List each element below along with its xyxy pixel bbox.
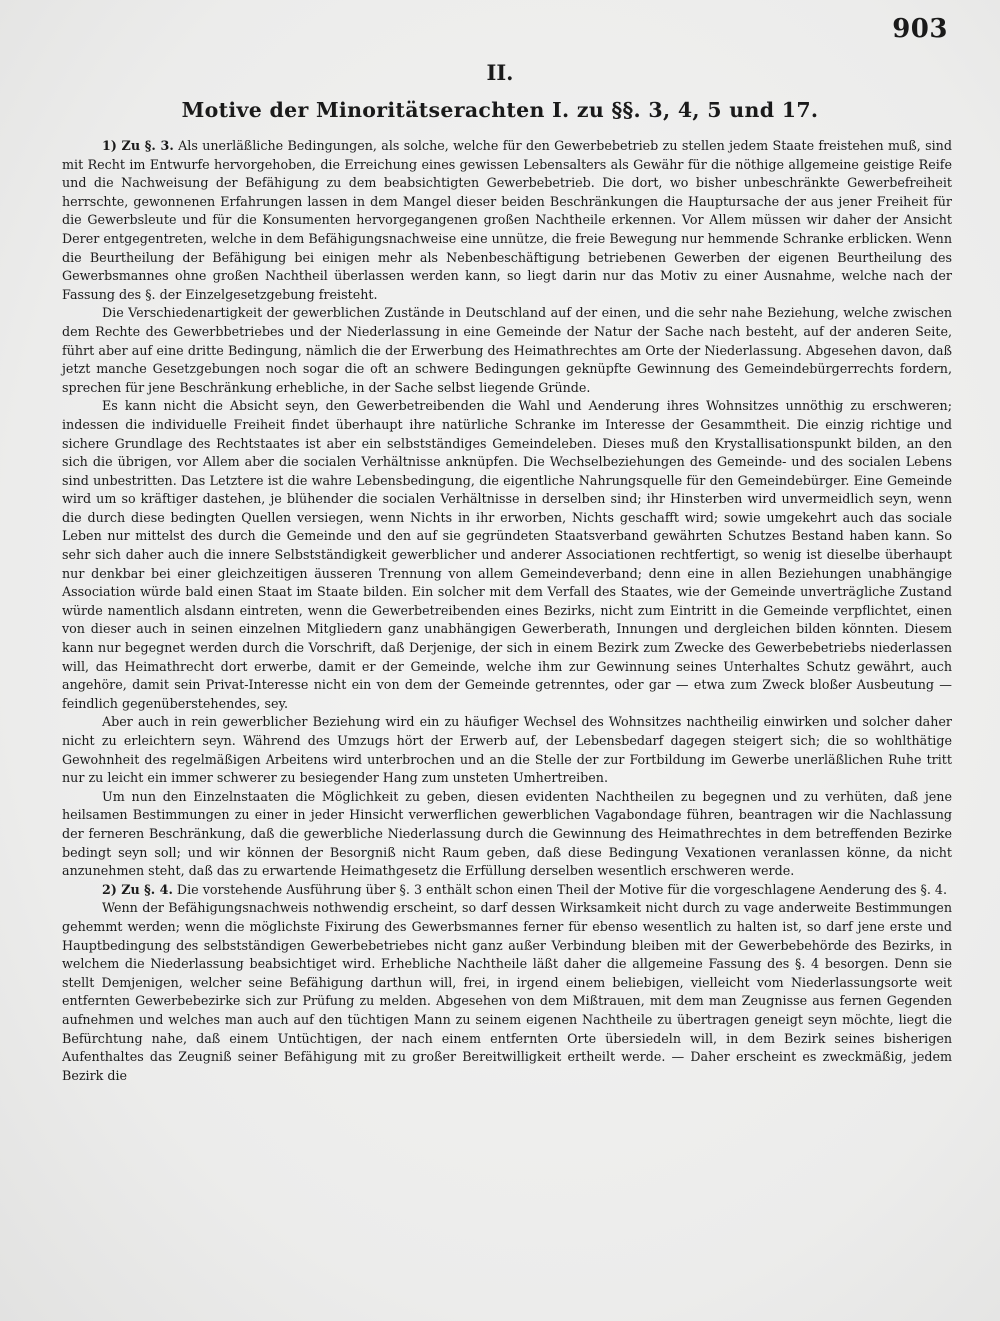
paragraph-lead: 1) Zu §. 3.	[102, 138, 174, 153]
paragraph	[62, 397, 952, 713]
page-number: 903	[892, 14, 948, 44]
paragraph-text: Aber auch in rein gewerblicher Beziehung wird ein zu häufiger Wechsel des Wohnsitzes nachtheilig einwirken und solcher daher nicht zu erleichtern seyn. Während des Umzugs hört der Erwerb auf, der Lebensbedarf dagegen steigert sich; die so wohlthätige Gewohnheit des regelmäßigen Arbeitens wird unterbrochen und an die Stelle der zur Fortbildung im Gewerbe unerläßlichen Ruhe tritt nur zu leicht ein immer schwerer zu besiegender Hang zum unsteten Umhertreiben.	[62, 714, 952, 786]
paragraph	[62, 788, 952, 881]
paragraph	[62, 881, 952, 900]
paragraph-text: Als unerläßliche Bedingungen, als solche, welche für den Gewerbebetrieb zu stellen jedem Staate freistehen muß, sind mit Recht im Entwurfe hervorgehoben, die Erreichung eines gewissen Lebensalters als Gewähr für die nöthige allgemeine geistige Reife und die Nachweisung der Befähigung zu dem beabsichtigten Gewerbebetrieb. Die dort, wo bisher unbeschränkte Gewerbefreiheit herrschte, gewonnenen Erfahrungen lassen in dem Mangel dieser beiden Beschränkungen die Hauptursache der aus jener Freiheit für die Gewerbsleute und für die Konsumenten hervorgegangenen großen Nachtheile erkennen. Vor Allem müssen wir daher der Ansicht Derer entgegentreten, welche in dem Befähigungsnachweise eine unnütze, die freie Bewegung nur hemmende Schranke erblicken. Wenn die Beurtheilung der Befähigung bei einigen mehr als Nebenbeschäftigung betriebenen Gewerben der eigenen Beurtheilung des Gewerbsmannes ohne großen Nachtheil überlassen werden kann, so liegt darin nur das Motiv zu einer Ausnahme, welche nach der Fassung des §. der Einzelgesetzgebung freisteht.	[62, 138, 952, 302]
body-text	[62, 137, 952, 1085]
section-number: II.	[486, 60, 514, 85]
paragraph	[62, 137, 952, 304]
paragraph-text: Wenn der Befähigungsnachweis nothwendig erscheint, so darf dessen Wirksamkeit nicht durch zu vage anderweite Bestimmungen gehemmt werden; wenn die möglichste Fixirung des Gewerbsmannes ferner für ebenso wesentlich zu halten ist, so darf jene erste und Hauptbedingung des selbstständigen Gewerbebetriebes nicht ganz außer Verbindung bleiben mit der Gewerbebehörde des Bezirks, in welchem die Niederlassung beabsichtiget wird. Erhebliche Nachtheile läßt daher die allgemeine Fassung des §. 4 besorgen. Denn sie stellt Demjenigen, welcher seine Befähigung darthun will, frei, in irgend einem beliebigen, vielleicht vom Niederlassungsorte weit entfernten Gewerbebezirke sich zur Prüfung zu melden. Abgesehen von dem Mißtrauen, mit dem man Zeugnisse aus fernen Gegenden aufnehmen und welches man auch auf den tüchtigen Mann zu seinem eigenen Nachtheile zu übertragen geneigt seyn möchte, liegt die Befürchtung nahe, daß einem Untüchtigen, der nach einem entfernten Orte übersiedeln will, in dem Bezirk seines bisherigen Aufenthaltes das Zeugniß seiner Befähigung mit zu großer Bereitwilligkeit ertheilt werde. — Daher erscheint es zweckmäßig, jedem Bezirk die	[62, 900, 952, 1083]
paragraph	[62, 713, 952, 787]
paragraph-text: Die vorstehende Ausführung über §. 3 enthält schon einen Theil der Motive für die vorgeschlagene Aenderung des §. 4.	[176, 881, 948, 897]
paragraph-text: Es kann nicht die Absicht seyn, den Gewerbetreibenden die Wahl und Aenderung ihres Wohnsitzes unnöthig zu erschweren; indessen die individuelle Freiheit findet überhaupt ihre natürliche Schranke im Interesse der Gesammtheit. Die einzig richtige und sichere Grundlage des Rechtstaates ist aber ein selbstständiges Gemeindeleben. Dieses muß den Krystallisationspunkt bilden, an den sich die übrigen, vor Allem aber die socialen Verhältnisse anknüpfen. Die Wechselbeziehungen des Gemeinde- und des socialen Lebens sind unbestritten. Das Letztere ist die wahre Lebensbedingung, die eigentliche Nahrungsquelle für den Gemeindebürger. Eine Gemeinde wird um so kräftiger dastehen, je blühender die socialen Verhältnisse in derselben sind; ihr Hinsterben wird unvermeidlich seyn, wenn die durch diese bedingten Quellen versiegen, wenn Nichts in ihr erworben, Nichts geschafft wird; sowie umgekehrt auch das sociale Leben nur mittelst des durch die Gemeinde und den auf sie gegründeten Staatsverband gewährten Schutzes Bestand haben kann. So sehr sich daher auch die innere Selbstständigkeit gewerblicher und anderer Associationen rechtfertigt, so wenig ist dieselbe überhaupt nur denkbar bei einer gleichzeitigen äusseren Trennung von allem Gemeindeverband; denn eine in allen Beziehungen unabhängige Association würde bald einen Staat im Staate bilden. Ein solcher mit dem Verfall des Staates, wie der Gemeinde unverträgliche Zustand würde namentlich alsdann eintreten, wenn die Gewerbetreibenden eines Bezirks, nicht zum Eintritt in die Gemeinde verpflichtet, einen von dieser auch in seinen einzelnen Mitgliedern ganz unabhängigen Gewerberath, Innungen und dergleichen bilden könnten. Diesem kann nur begegnet werden durch die Vorschrift, daß Derjenige, der sich in einem Bezirk zum Zwecke des Gewerbebetriebs niederlassen will, das Heimathrecht dort erwerbe, damit er der Gemeinde, welche ihm zur Gewinnung seines Unterhaltes Schutz gewährt, auch angehöre, damit sein Privat-Interesse nicht ein von dem der Gemeinde getrenntes, oder gar — etwa zum Zweck bloßer Ausbeutung — feindlich gegenüberstehendes, sey.	[62, 398, 952, 711]
paragraph-lead: 2) Zu §. 4.	[102, 881, 173, 897]
paragraph	[62, 899, 952, 1085]
paragraph	[62, 304, 952, 397]
section-heading: Motive der Minoritätserachten I. zu §§. 3, 4, 5 und 17.	[181, 98, 819, 122]
paragraph-text: Um nun den Einzelnstaaten die Möglichkeit zu geben, diesen evidenten Nachtheilen zu begegnen und zu verhüten, daß jene heilsamen Bestimmungen zu einer in jeder Hinsicht verwerflichen gewerblichen Vagabondage führen, beantragen wir die Nachlassung der ferneren Beschränkung, daß die gewerbliche Niederlassung durch die Gewinnung des Heimathrechtes in dem betreffenden Bezirke bedingt seyn soll; und wir können der Besorgniß nicht Raum geben, daß diese Bedingung Vexationen veranlassen könne, da nicht anzunehmen steht, daß das zu erwartende Heimathgesetz die Erfüllung derselben wesentlich erschweren werde.	[62, 788, 952, 879]
paragraph-text: Die Verschiedenartigkeit der gewerblichen Zustände in Deutschland auf der einen, und die sehr nahe Beziehung, welche zwischen dem Rechte des Gewerbbetriebes und der Niederlassung in eine Gemeinde der Natur der Sache nach besteht, auf der anderen Seite, führt aber auf eine dritte Bedingung, nämlich die der Erwerbung des Heimathrechtes am Orte der Niederlassung. Abgesehen davon, daß jetzt manche Gesetzgebungen noch sogar die oft an schwere Bedingungen geknüpfte Gewinnung des Gemeindebürgerrechts fordern, sprechen für jene Beschränkung erhebliche, in der Sache selbst liegende Gründe.	[62, 305, 952, 395]
